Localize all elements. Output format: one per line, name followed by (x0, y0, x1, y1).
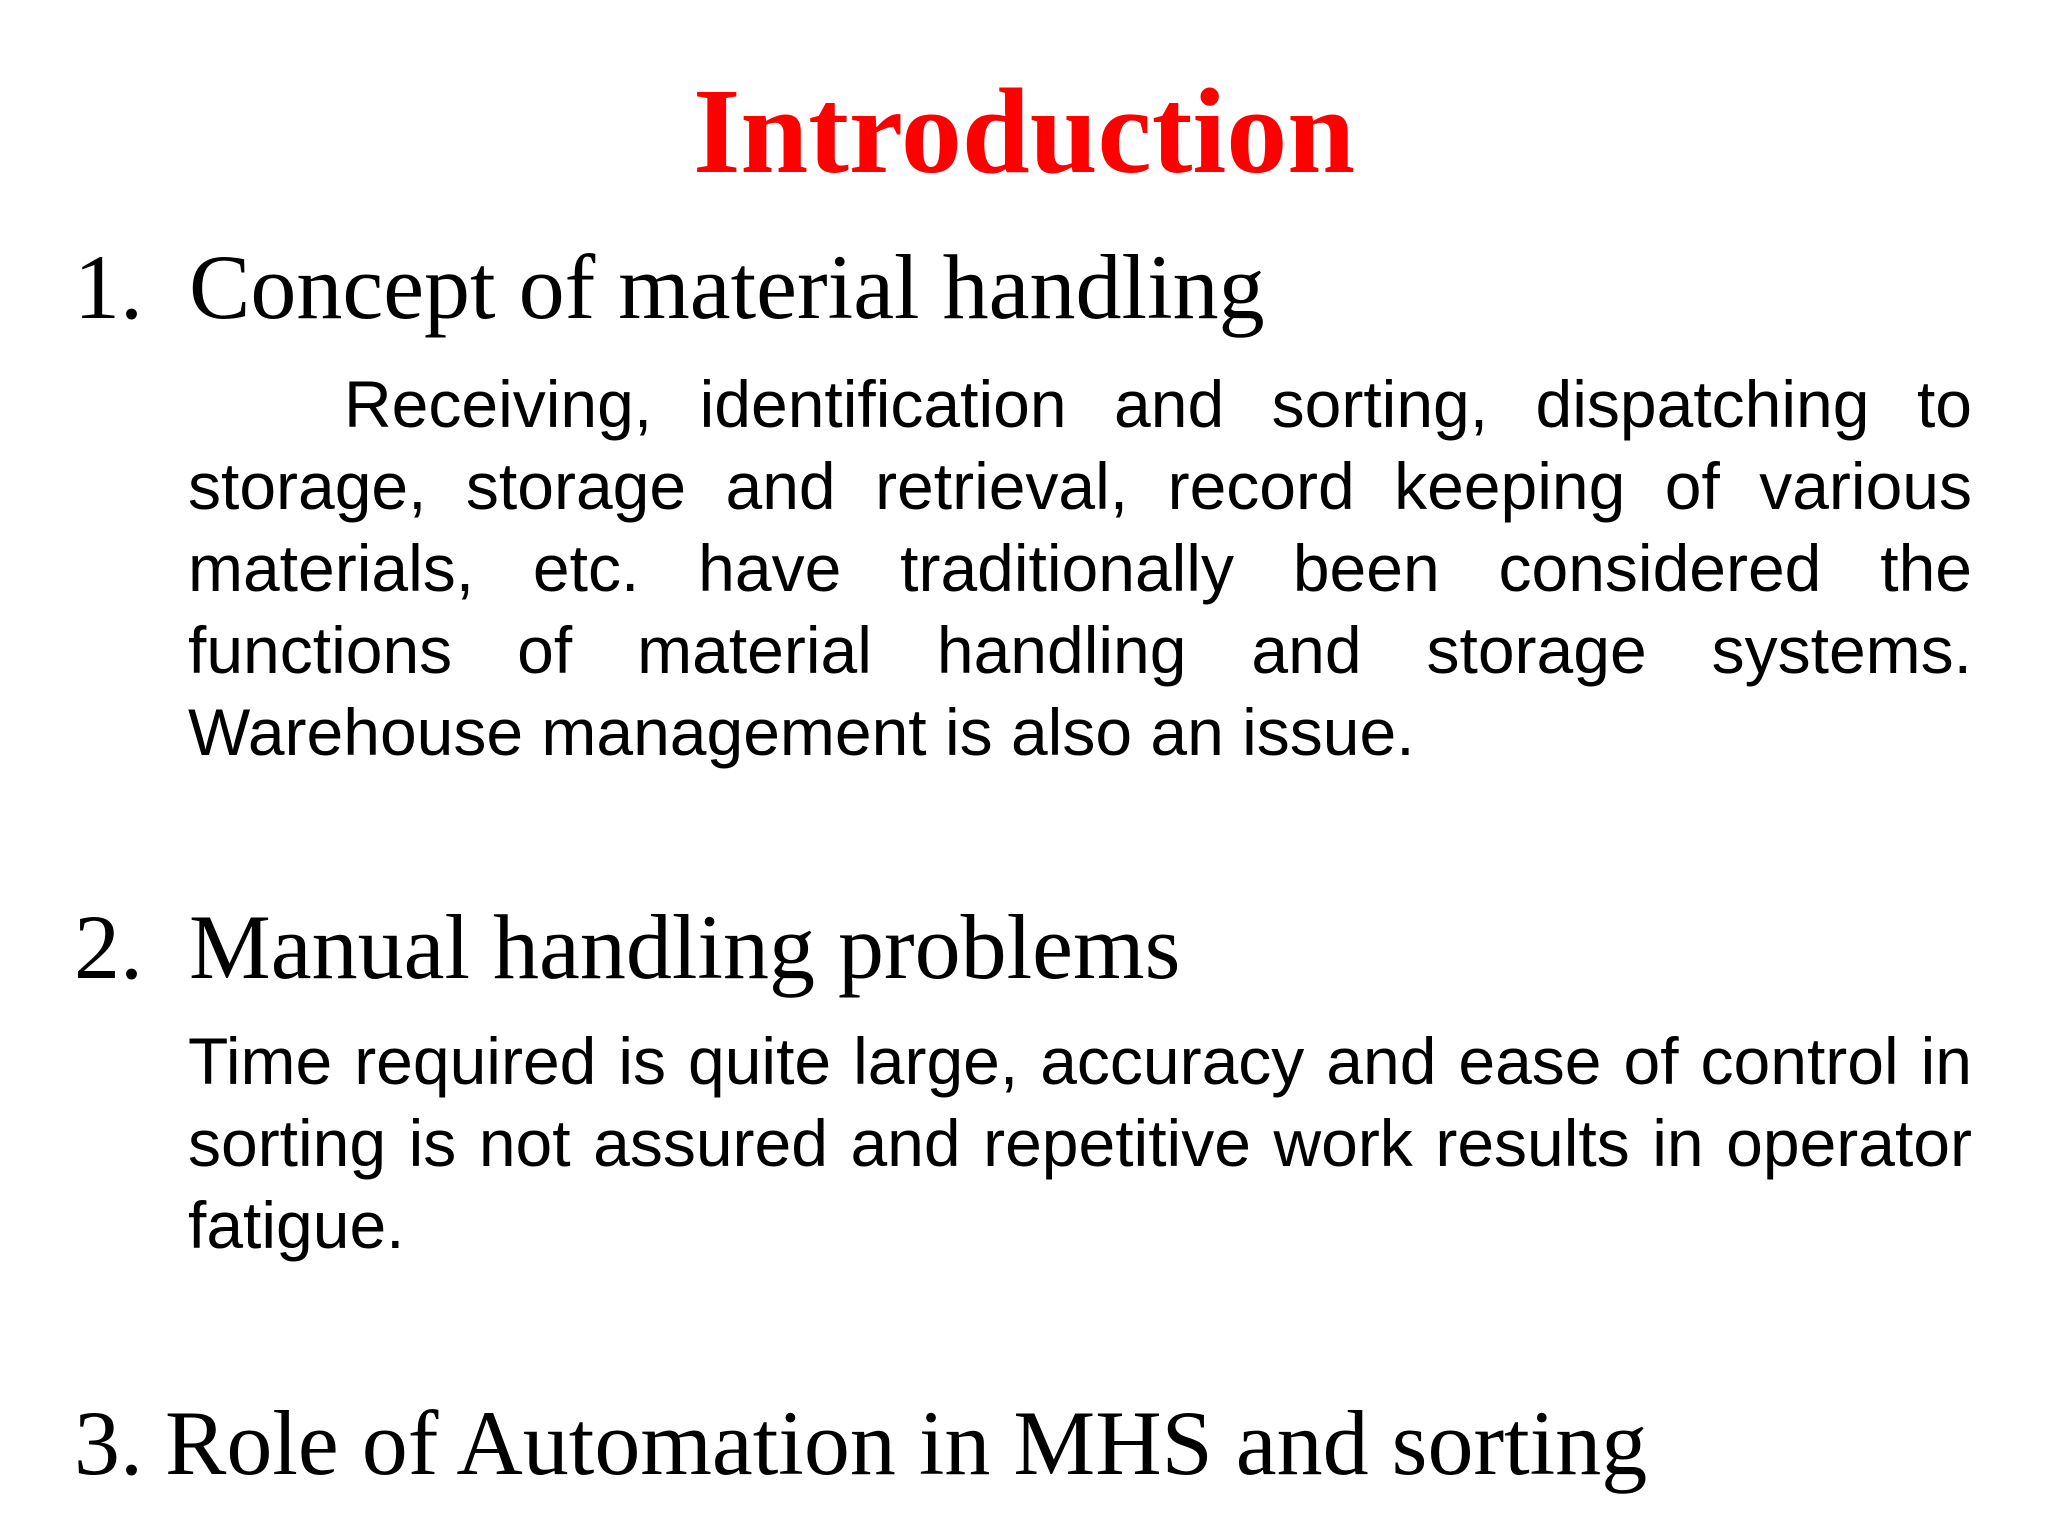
section-2-body: Time required is quite large, accuracy and ease of control in sorting is not assured and repetitive work results in operator fatigue. (188, 1024, 1972, 1262)
section-3-heading (74, 1388, 1647, 1498)
section-2-heading (74, 892, 1180, 1002)
section-1-heading (74, 232, 1265, 342)
section-2-heading-text: Manual handling problems (189, 896, 1181, 998)
section-3-heading-text: Role of Automation in MHS and sorting (165, 1392, 1648, 1494)
section-3-number: 3. (74, 1392, 143, 1494)
section-1-body: Receiving, identification and sorting, dispatching to storage, storage and retrieval, record keeping of various materials, etc. have traditionally been considered the functions of material handling and storage systems. Warehouse management is also an issue. (188, 367, 1972, 769)
section-1-heading-text: Concept of material handling (189, 236, 1265, 338)
section-1-number: 1. (74, 236, 143, 338)
slide-title: Introduction (692, 64, 1356, 199)
section-2-number: 2. (74, 896, 143, 998)
